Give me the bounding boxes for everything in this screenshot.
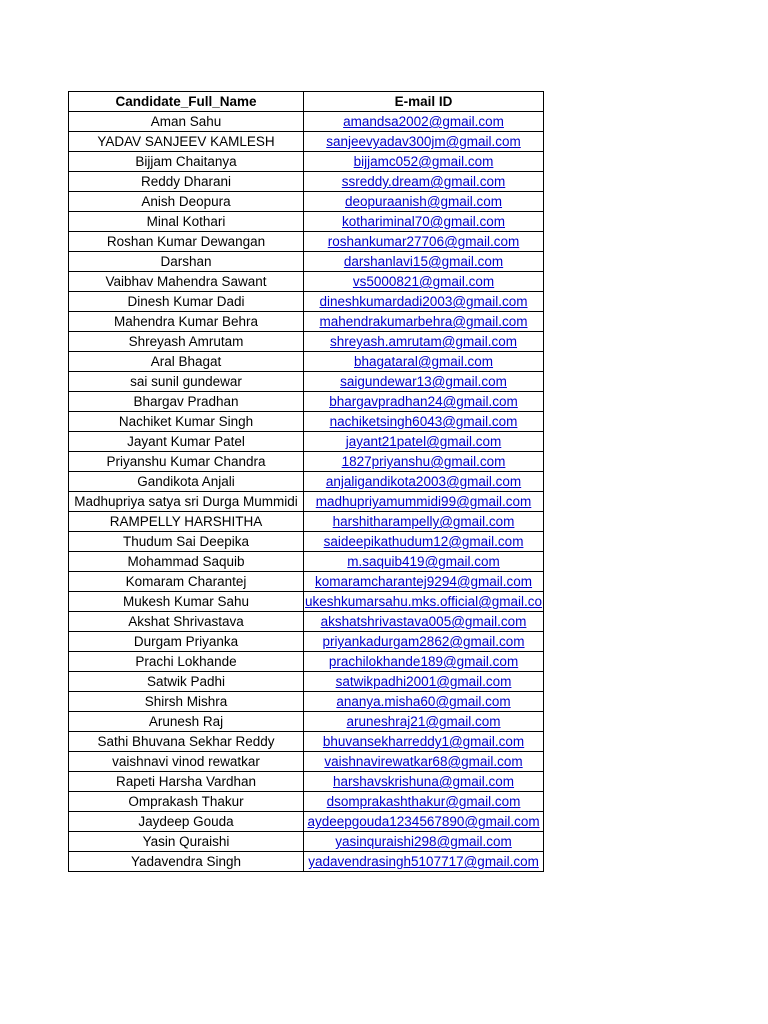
email-link[interactable]: ananya.misha60@gmail.com bbox=[336, 694, 511, 709]
table-row bbox=[69, 212, 544, 232]
table-body bbox=[69, 112, 544, 872]
header-candidate-name: Candidate_Full_Name bbox=[69, 92, 304, 112]
table-row bbox=[69, 332, 544, 352]
table-row bbox=[69, 492, 544, 512]
email-cell bbox=[304, 812, 544, 832]
table-row bbox=[69, 812, 544, 832]
table-row bbox=[69, 792, 544, 812]
candidate-name-cell: Nachiket Kumar Singh bbox=[69, 412, 304, 432]
email-link[interactable]: vaishnavirewatkar68@gmail.com bbox=[324, 754, 523, 769]
candidate-name-cell: Mukesh Kumar Sahu bbox=[69, 592, 304, 612]
candidate-name-cell: Bhargav Pradhan bbox=[69, 392, 304, 412]
table-row bbox=[69, 252, 544, 272]
email-link[interactable]: deopuraanish@gmail.com bbox=[345, 194, 503, 209]
email-cell bbox=[304, 612, 544, 632]
email-cell bbox=[304, 672, 544, 692]
email-cell bbox=[304, 252, 544, 272]
table-row bbox=[69, 392, 544, 412]
table-row bbox=[69, 692, 544, 712]
email-cell bbox=[304, 132, 544, 152]
table-header-row bbox=[69, 92, 544, 112]
email-link[interactable]: yadavendrasingh5107717@gmail.com bbox=[308, 854, 539, 869]
table-row bbox=[69, 592, 544, 612]
candidate-name-cell: Thudum Sai Deepika bbox=[69, 532, 304, 552]
email-link[interactable]: satwikpadhi2001@gmail.com bbox=[335, 674, 512, 689]
email-cell bbox=[304, 832, 544, 852]
email-cell bbox=[304, 492, 544, 512]
email-cell bbox=[304, 712, 544, 732]
candidate-name-cell: Durgam Priyanka bbox=[69, 632, 304, 652]
candidate-name-cell: Arunesh Raj bbox=[69, 712, 304, 732]
email-link[interactable]: bijjamc052@gmail.com bbox=[353, 154, 494, 169]
email-link[interactable]: anjaligandikota2003@gmail.com bbox=[325, 474, 522, 489]
candidate-name-cell: Mahendra Kumar Behra bbox=[69, 312, 304, 332]
email-cell bbox=[304, 292, 544, 312]
email-link[interactable]: madhupriyamummidi99@gmail.com bbox=[315, 494, 532, 509]
candidate-name-cell: Dinesh Kumar Dadi bbox=[69, 292, 304, 312]
table-row bbox=[69, 512, 544, 532]
email-cell bbox=[304, 312, 544, 332]
email-cell bbox=[304, 692, 544, 712]
candidate-name-cell: Yadavendra Singh bbox=[69, 852, 304, 872]
email-cell bbox=[304, 792, 544, 812]
email-link[interactable]: amandsa2002@gmail.com bbox=[343, 114, 504, 129]
candidate-name-cell: Prachi Lokhande bbox=[69, 652, 304, 672]
email-cell bbox=[304, 212, 544, 232]
email-link[interactable]: m.saquib419@gmail.com bbox=[347, 554, 500, 569]
email-link[interactable]: jayant21patel@gmail.com bbox=[345, 434, 502, 449]
table-row bbox=[69, 552, 544, 572]
email-cell bbox=[304, 112, 544, 132]
candidate-name-cell: Aman Sahu bbox=[69, 112, 304, 132]
candidate-name-cell: Vaibhav Mahendra Sawant bbox=[69, 272, 304, 292]
table-row bbox=[69, 732, 544, 752]
email-cell bbox=[304, 192, 544, 212]
table-row bbox=[69, 672, 544, 692]
table-row bbox=[69, 772, 544, 792]
candidate-name-cell: Gandikota Anjali bbox=[69, 472, 304, 492]
candidate-name-cell: Aral Bhagat bbox=[69, 352, 304, 372]
email-link[interactable]: 1827priyanshu@gmail.com bbox=[341, 454, 506, 469]
email-link[interactable]: roshankumar27706@gmail.com bbox=[327, 234, 520, 249]
candidate-name-cell: Roshan Kumar Dewangan bbox=[69, 232, 304, 252]
email-link[interactable]: aydeepgouda1234567890@gmail.com bbox=[307, 814, 540, 829]
table-row bbox=[69, 652, 544, 672]
email-link[interactable]: priyankadurgam2862@gmail.com bbox=[322, 634, 525, 649]
email-link[interactable]: dineshkumardadi2003@gmail.com bbox=[319, 294, 528, 309]
email-link[interactable]: bhargavpradhan24@gmail.com bbox=[329, 394, 518, 409]
table-row bbox=[69, 472, 544, 492]
table-row bbox=[69, 412, 544, 432]
email-cell bbox=[304, 152, 544, 172]
email-cell bbox=[304, 412, 544, 432]
email-link[interactable]: dsomprakashthakur@gmail.com bbox=[326, 794, 521, 809]
email-cell bbox=[304, 172, 544, 192]
candidate-name-cell: Yasin Quraishi bbox=[69, 832, 304, 852]
table-row bbox=[69, 232, 544, 252]
candidate-name-cell: Satwik Padhi bbox=[69, 672, 304, 692]
candidate-name-cell: Minal Kothari bbox=[69, 212, 304, 232]
table-row bbox=[69, 572, 544, 592]
email-cell bbox=[304, 472, 544, 492]
email-link[interactable]: mahendrakumarbehra@gmail.com bbox=[319, 314, 528, 329]
table-row bbox=[69, 372, 544, 392]
table-row bbox=[69, 752, 544, 772]
email-cell bbox=[304, 332, 544, 352]
email-cell bbox=[304, 552, 544, 572]
table-row bbox=[69, 352, 544, 372]
email-link[interactable]: ssreddy.dream@gmail.com bbox=[341, 174, 506, 189]
table-row bbox=[69, 152, 544, 172]
table-row bbox=[69, 712, 544, 732]
candidate-name-cell: Sathi Bhuvana Sekhar Reddy bbox=[69, 732, 304, 752]
table-row bbox=[69, 532, 544, 552]
email-cell bbox=[304, 272, 544, 292]
candidate-name-cell: RAMPELLY HARSHITHA bbox=[69, 512, 304, 532]
email-cell bbox=[304, 352, 544, 372]
email-link[interactable]: prachilokhande189@gmail.com bbox=[328, 654, 519, 669]
email-cell bbox=[304, 732, 544, 752]
candidate-table bbox=[68, 91, 544, 872]
table-row bbox=[69, 132, 544, 152]
table-row bbox=[69, 452, 544, 472]
email-link[interactable]: bhagataral@gmail.com bbox=[354, 354, 494, 369]
table-row bbox=[69, 632, 544, 652]
candidate-name-cell: Bijjam Chaitanya bbox=[69, 152, 304, 172]
email-link[interactable]: nachiketsingh6043@gmail.com bbox=[329, 414, 518, 429]
email-link[interactable]: bhuvansekharreddy1@gmail.com bbox=[322, 734, 525, 749]
table-row bbox=[69, 172, 544, 192]
email-link[interactable]: vs5000821@gmail.com bbox=[352, 274, 495, 289]
table-row bbox=[69, 112, 544, 132]
table-row bbox=[69, 852, 544, 872]
candidate-name-cell: Omprakash Thakur bbox=[69, 792, 304, 812]
candidate-name-cell: Rapeti Harsha Vardhan bbox=[69, 772, 304, 792]
email-link[interactable]: saigundewar13@gmail.com bbox=[340, 374, 507, 389]
email-link[interactable]: harshitharampelly@gmail.com bbox=[332, 514, 515, 529]
email-cell bbox=[304, 232, 544, 252]
header-email-id: E-mail ID bbox=[304, 92, 544, 112]
table-row bbox=[69, 192, 544, 212]
candidate-name-cell: Mohammad Saquib bbox=[69, 552, 304, 572]
email-cell bbox=[304, 592, 544, 612]
email-cell bbox=[304, 632, 544, 652]
candidate-name-cell: Akshat Shrivastava bbox=[69, 612, 304, 632]
table-row bbox=[69, 272, 544, 292]
candidate-name-cell: Jayant Kumar Patel bbox=[69, 432, 304, 452]
candidate-name-cell: sai sunil gundewar bbox=[69, 372, 304, 392]
table-row bbox=[69, 432, 544, 452]
email-link[interactable]: ukeshkumarsahu.mks.official@gmail.co bbox=[305, 594, 543, 609]
candidate-name-cell: Reddy Dharani bbox=[69, 172, 304, 192]
email-link[interactable]: kothariminal70@gmail.com bbox=[342, 214, 506, 229]
email-link[interactable]: komaramcharantej9294@gmail.com bbox=[315, 574, 533, 589]
email-cell bbox=[304, 852, 544, 872]
email-link[interactable]: akshatshrivastava005@gmail.com bbox=[320, 614, 527, 629]
email-cell bbox=[304, 432, 544, 452]
candidate-name-cell: Komaram Charantej bbox=[69, 572, 304, 592]
candidate-name-cell: Shirsh Mishra bbox=[69, 692, 304, 712]
candidate-name-cell: vaishnavi vinod rewatkar bbox=[69, 752, 304, 772]
candidate-name-cell: YADAV SANJEEV KAMLESH bbox=[69, 132, 304, 152]
email-link[interactable]: darshanlavi15@gmail.com bbox=[343, 254, 504, 269]
email-link[interactable]: sanjeevyadav300jm@gmail.com bbox=[326, 134, 521, 149]
candidate-name-cell: Priyanshu Kumar Chandra bbox=[69, 452, 304, 472]
table-row bbox=[69, 612, 544, 632]
email-cell bbox=[304, 752, 544, 772]
candidate-name-cell: Jaydeep Gouda bbox=[69, 812, 304, 832]
candidate-name-cell: Shreyash Amrutam bbox=[69, 332, 304, 352]
email-link[interactable]: harshavskrishuna@gmail.com bbox=[333, 774, 515, 789]
email-cell bbox=[304, 772, 544, 792]
email-cell bbox=[304, 572, 544, 592]
candidate-name-cell: Anish Deopura bbox=[69, 192, 304, 212]
email-cell bbox=[304, 392, 544, 412]
table-row bbox=[69, 312, 544, 332]
email-cell bbox=[304, 532, 544, 552]
email-cell bbox=[304, 372, 544, 392]
table-row bbox=[69, 832, 544, 852]
email-cell bbox=[304, 452, 544, 472]
email-link[interactable]: saideepikathudum12@gmail.com bbox=[323, 534, 524, 549]
email-link[interactable]: yasinquraishi298@gmail.com bbox=[335, 834, 512, 849]
email-link[interactable]: shreyash.amrutam@gmail.com bbox=[330, 334, 518, 349]
candidate-name-cell: Madhupriya satya sri Durga Mummidi bbox=[69, 492, 304, 512]
email-cell bbox=[304, 652, 544, 672]
email-cell bbox=[304, 512, 544, 532]
candidate-name-cell: Darshan bbox=[69, 252, 304, 272]
table-row bbox=[69, 292, 544, 312]
email-link[interactable]: aruneshraj21@gmail.com bbox=[346, 714, 501, 729]
